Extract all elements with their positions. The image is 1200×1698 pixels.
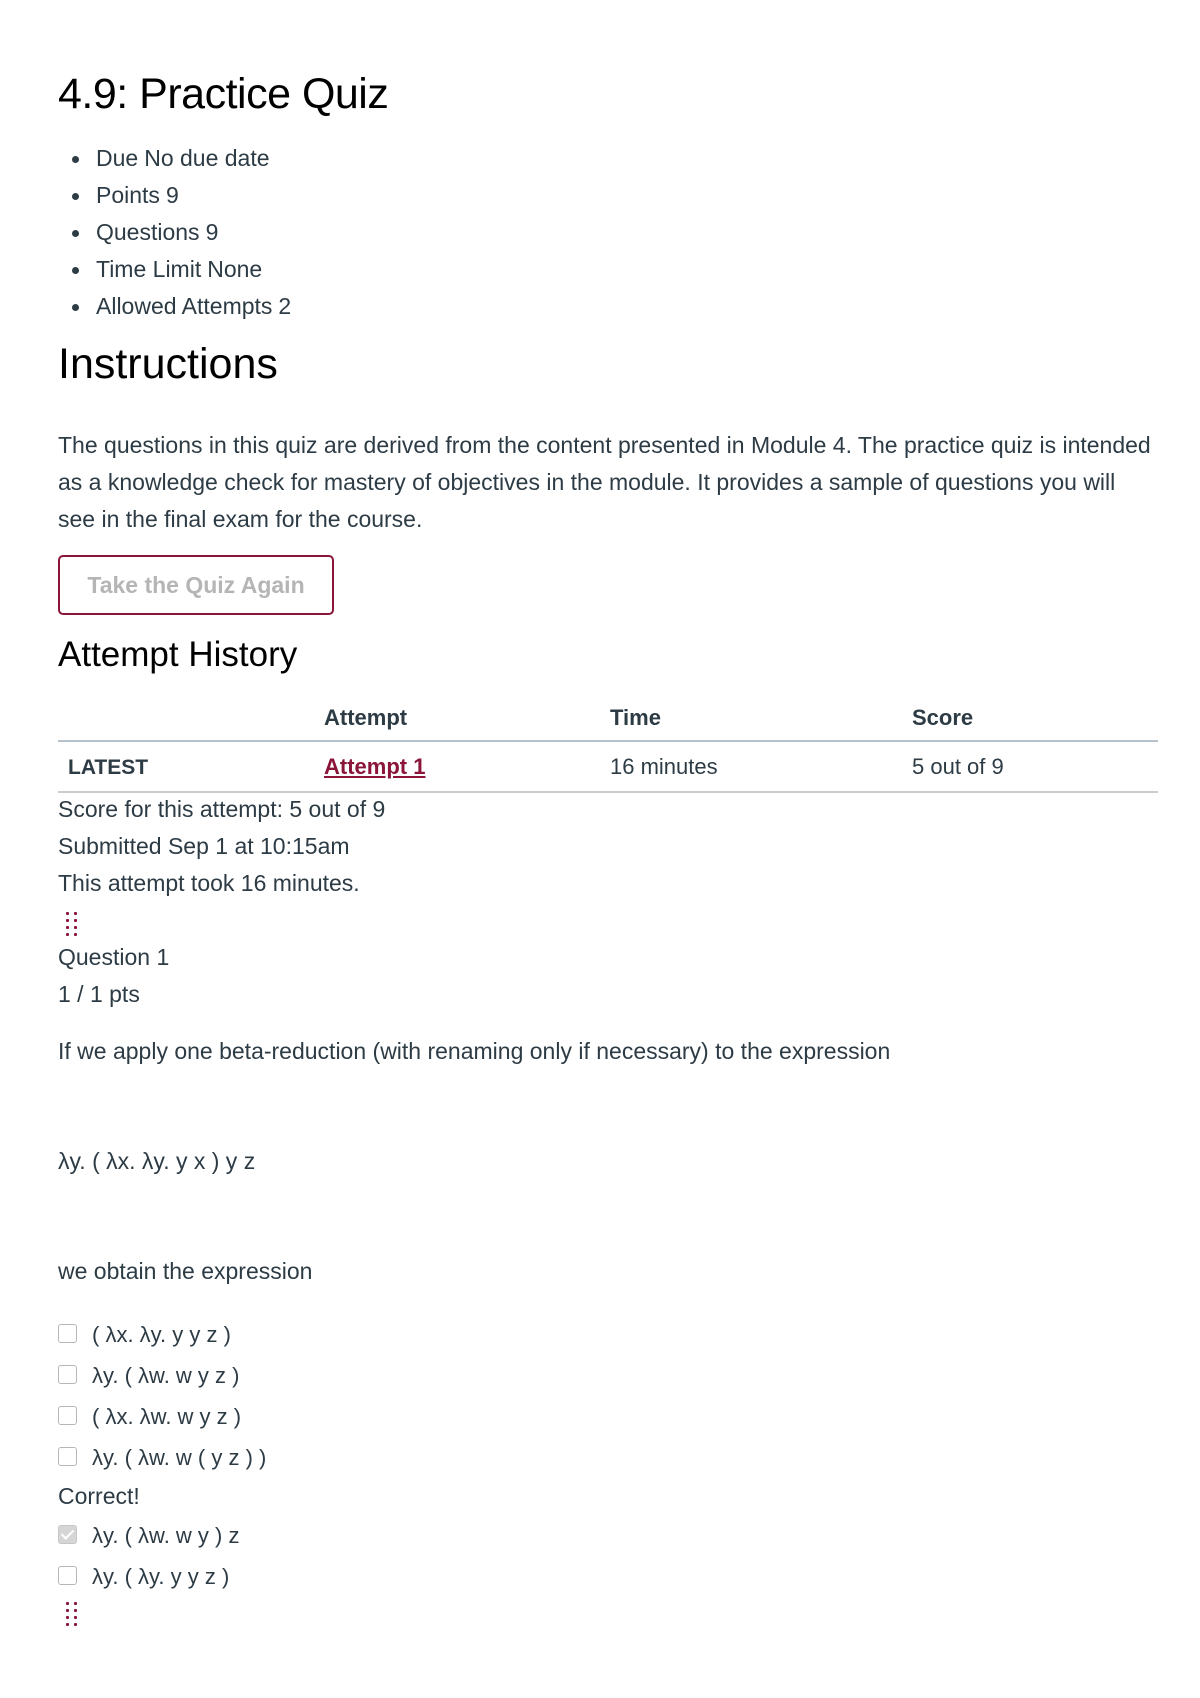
answer-text: ( λx. λw. w y z ): [92, 1404, 242, 1429]
instructions-heading: Instructions: [58, 340, 278, 388]
answer-text: λy. ( λw. w ( y z ) ): [92, 1445, 267, 1470]
attempt-history-table: [58, 695, 1158, 793]
answer-option[interactable]: [58, 1396, 266, 1437]
take-quiz-again-button[interactable]: Take the Quiz Again: [58, 555, 334, 615]
answer-option-correct[interactable]: [58, 1515, 266, 1556]
checkbox-icon[interactable]: [58, 1324, 77, 1343]
page-title: 4.9: Practice Quiz: [58, 70, 389, 118]
answer-option[interactable]: [58, 1556, 266, 1597]
table-header-row: [58, 695, 1158, 741]
score-cell: 5 out of 9: [912, 741, 1158, 792]
checkbox-icon[interactable]: [58, 1566, 77, 1585]
checked-checkbox-icon[interactable]: [58, 1525, 77, 1544]
attempt-cell: [324, 741, 610, 792]
question-points: 1 / 1 pts: [58, 981, 140, 1007]
column-header-tag: [58, 695, 324, 741]
answer-list: [58, 1314, 266, 1597]
checkbox-icon[interactable]: [58, 1447, 77, 1466]
answer-option[interactable]: [58, 1437, 266, 1478]
answer-option[interactable]: [58, 1355, 266, 1396]
question-expression: λy. ( λx. λy. y x ) y z: [58, 1148, 256, 1174]
column-header-score: Score: [912, 695, 1158, 741]
attempt-history-heading: Attempt History: [58, 635, 298, 674]
quiz-meta-list: [58, 140, 291, 325]
drag-handle-icon: [66, 1602, 78, 1628]
question-followup: we obtain the expression: [58, 1258, 313, 1284]
attempt-summary: [58, 791, 385, 902]
attempt-1-link[interactable]: Attempt 1: [324, 753, 426, 779]
question-prompt: If we apply one beta-reduction (with renaming only if necessary) to the expression: [58, 1038, 891, 1064]
attempt-duration: This attempt took 16 minutes.: [58, 870, 360, 896]
instructions-text: The questions in this quiz are derived from the content presented in Module 4. The practice quiz is intended as a knowledge check for mastery of objectives in the module. It provides a sample of questions you will see in the final exam for the course.: [58, 432, 1151, 532]
correct-answer-label: Correct!: [58, 1483, 140, 1509]
question-title: Question 1: [58, 944, 170, 970]
drag-handle-icon: [66, 912, 78, 938]
answer-text: λy. ( λw. w y z ): [92, 1363, 240, 1388]
column-header-time: Time: [610, 695, 912, 741]
meta-questions: Questions 9: [58, 214, 291, 251]
answer-option[interactable]: [58, 1314, 266, 1355]
table-row: [58, 741, 1158, 792]
answer-text: λy. ( λw. w y ) z: [92, 1523, 240, 1548]
latest-badge: LATEST: [58, 741, 324, 792]
checkbox-icon[interactable]: [58, 1406, 77, 1425]
meta-time-limit: Time Limit None: [58, 251, 291, 288]
time-cell: 16 minutes: [610, 741, 912, 792]
meta-points: Points 9: [58, 177, 291, 214]
checkbox-icon[interactable]: [58, 1365, 77, 1384]
column-header-attempt: Attempt: [324, 695, 610, 741]
answer-text: ( λx. λy. y y z ): [92, 1322, 231, 1347]
meta-due: Due No due date: [58, 140, 291, 177]
attempt-score: Score for this attempt: 5 out of 9: [58, 796, 386, 822]
meta-allowed-attempts: Allowed Attempts 2: [58, 288, 291, 325]
question-header: [58, 939, 169, 1013]
attempt-submitted: Submitted Sep 1 at 10:15am: [58, 833, 350, 859]
answer-text: λy. ( λy. y y z ): [92, 1564, 230, 1589]
